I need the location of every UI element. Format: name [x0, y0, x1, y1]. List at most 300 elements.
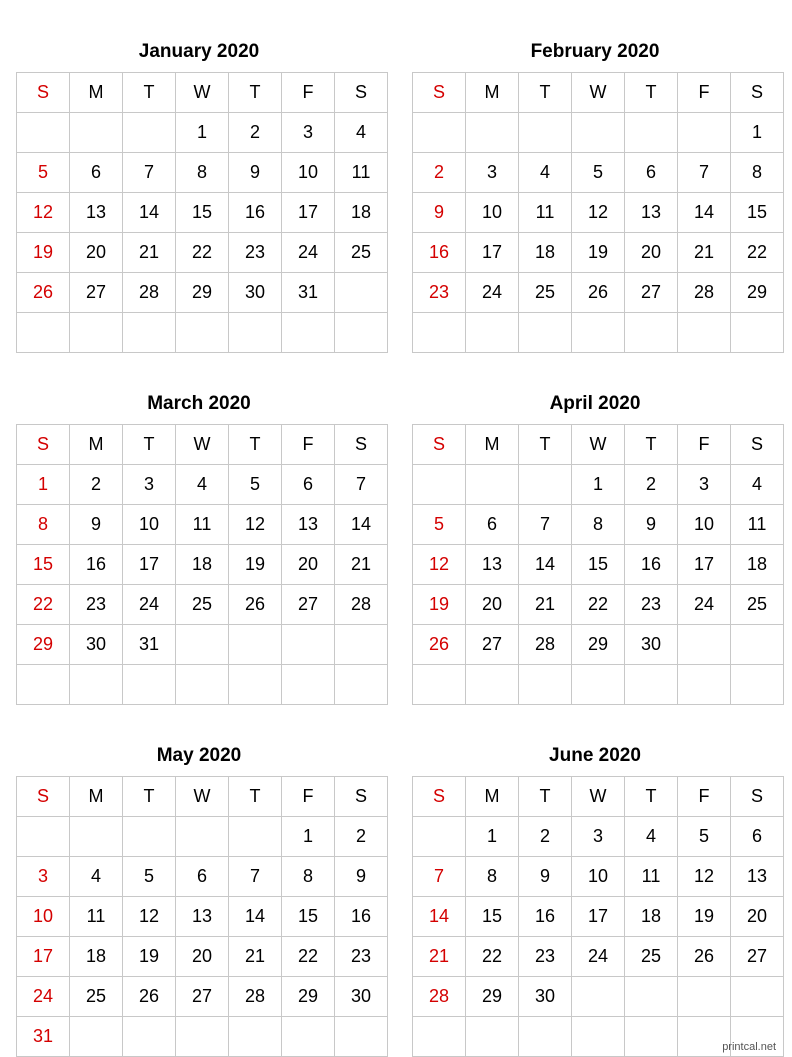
- day-cell: 12: [17, 193, 70, 233]
- week-row: [17, 233, 388, 273]
- week-row: [17, 193, 388, 233]
- weekday-header: S: [413, 777, 466, 817]
- weekday-header: T: [519, 425, 572, 465]
- day-cell: [335, 313, 388, 353]
- week-row: [17, 1017, 388, 1057]
- weekday-header: W: [572, 777, 625, 817]
- month-title: May 2020: [156, 745, 242, 766]
- day-cell: 13: [625, 193, 678, 233]
- day-cell: 19: [17, 233, 70, 273]
- week-row: [17, 937, 388, 977]
- day-cell: [17, 665, 70, 705]
- month-grid: [412, 776, 784, 1057]
- day-cell: 26: [678, 937, 731, 977]
- month-grid: [16, 776, 388, 1057]
- day-cell: 19: [413, 585, 466, 625]
- day-cell: 29: [572, 625, 625, 665]
- day-cell: 30: [335, 977, 388, 1017]
- day-cell: [625, 977, 678, 1017]
- day-cell: [70, 313, 123, 353]
- day-cell: 10: [466, 193, 519, 233]
- week-row: [17, 153, 388, 193]
- day-cell: 5: [678, 817, 731, 857]
- day-cell: 19: [678, 897, 731, 937]
- day-cell: 3: [123, 465, 176, 505]
- day-cell: 24: [572, 937, 625, 977]
- day-cell: 10: [123, 505, 176, 545]
- day-cell: [572, 1017, 625, 1057]
- week-row: [17, 505, 388, 545]
- day-cell: [123, 113, 176, 153]
- day-cell: 17: [466, 233, 519, 273]
- day-cell: [519, 313, 572, 353]
- weekday-header: T: [625, 425, 678, 465]
- day-cell: [176, 625, 229, 665]
- day-cell: 6: [466, 505, 519, 545]
- weekday-header: T: [519, 777, 572, 817]
- weekday-header: F: [678, 73, 731, 113]
- day-cell: 2: [625, 465, 678, 505]
- day-cell: 8: [572, 505, 625, 545]
- day-cell: 16: [625, 545, 678, 585]
- week-row: [413, 153, 784, 193]
- day-cell: 28: [335, 585, 388, 625]
- day-cell: 8: [282, 857, 335, 897]
- weekday-header: S: [731, 73, 784, 113]
- day-cell: 29: [466, 977, 519, 1017]
- day-cell: 22: [17, 585, 70, 625]
- day-cell: [572, 313, 625, 353]
- weekday-header: S: [335, 425, 388, 465]
- month-title: June 2020: [549, 745, 641, 766]
- day-cell: 17: [572, 897, 625, 937]
- day-cell: [70, 1017, 123, 1057]
- month-title: March 2020: [147, 393, 251, 414]
- day-cell: [678, 313, 731, 353]
- day-cell: 21: [519, 585, 572, 625]
- day-cell: 26: [123, 977, 176, 1017]
- weekday-header-row: [17, 777, 388, 817]
- day-cell: [17, 817, 70, 857]
- day-cell: 18: [335, 193, 388, 233]
- day-cell: [731, 625, 784, 665]
- day-cell: [466, 665, 519, 705]
- week-row: [17, 897, 388, 937]
- day-cell: 12: [229, 505, 282, 545]
- day-cell: 12: [572, 193, 625, 233]
- weekday-header: M: [466, 425, 519, 465]
- month-grid: [16, 72, 388, 353]
- day-cell: 21: [413, 937, 466, 977]
- day-cell: 28: [413, 977, 466, 1017]
- weekday-header: S: [335, 73, 388, 113]
- day-cell: [625, 313, 678, 353]
- day-cell: 14: [229, 897, 282, 937]
- weekday-header: S: [335, 777, 388, 817]
- weekday-header-row: [413, 73, 784, 113]
- weekday-header: F: [282, 425, 335, 465]
- day-cell: [176, 313, 229, 353]
- day-cell: 24: [466, 273, 519, 313]
- day-cell: 20: [731, 897, 784, 937]
- day-cell: 24: [678, 585, 731, 625]
- day-cell: 14: [335, 505, 388, 545]
- day-cell: 24: [17, 977, 70, 1017]
- day-cell: 14: [123, 193, 176, 233]
- day-cell: 18: [731, 545, 784, 585]
- week-row: [17, 465, 388, 505]
- day-cell: [123, 313, 176, 353]
- day-cell: [678, 625, 731, 665]
- week-row: [17, 585, 388, 625]
- month-grid: [412, 424, 784, 705]
- month-grid: [412, 72, 784, 353]
- day-cell: [678, 977, 731, 1017]
- weekday-header: T: [625, 73, 678, 113]
- day-cell: 6: [282, 465, 335, 505]
- day-cell: [176, 817, 229, 857]
- week-row: [413, 193, 784, 233]
- day-cell: 28: [519, 625, 572, 665]
- day-cell: 10: [282, 153, 335, 193]
- day-cell: 8: [17, 505, 70, 545]
- week-row: [413, 233, 784, 273]
- day-cell: 26: [572, 273, 625, 313]
- weekday-header: S: [413, 73, 466, 113]
- day-cell: 9: [519, 857, 572, 897]
- weekday-header: T: [229, 777, 282, 817]
- day-cell: 17: [123, 545, 176, 585]
- day-cell: 11: [70, 897, 123, 937]
- day-cell: 19: [572, 233, 625, 273]
- week-row: [413, 273, 784, 313]
- day-cell: 22: [731, 233, 784, 273]
- week-row: [17, 113, 388, 153]
- weekday-header: W: [176, 425, 229, 465]
- day-cell: 7: [335, 465, 388, 505]
- day-cell: [731, 977, 784, 1017]
- day-cell: [282, 665, 335, 705]
- day-cell: 19: [123, 937, 176, 977]
- day-cell: 24: [123, 585, 176, 625]
- day-cell: 8: [176, 153, 229, 193]
- day-cell: 20: [176, 937, 229, 977]
- day-cell: 25: [519, 273, 572, 313]
- day-cell: 23: [413, 273, 466, 313]
- day-cell: [335, 625, 388, 665]
- day-cell: 25: [335, 233, 388, 273]
- weekday-header: T: [123, 777, 176, 817]
- footer-credit: printcal.net: [722, 1041, 776, 1053]
- day-cell: 25: [625, 937, 678, 977]
- day-cell: 27: [466, 625, 519, 665]
- day-cell: 16: [229, 193, 282, 233]
- day-cell: [17, 113, 70, 153]
- day-cell: 15: [176, 193, 229, 233]
- weekday-header: S: [413, 425, 466, 465]
- weekday-header: T: [123, 73, 176, 113]
- month-title: January 2020: [138, 41, 260, 62]
- week-row: [17, 857, 388, 897]
- day-cell: 20: [625, 233, 678, 273]
- day-cell: 26: [229, 585, 282, 625]
- day-cell: 29: [176, 273, 229, 313]
- day-cell: 4: [176, 465, 229, 505]
- day-cell: 21: [335, 545, 388, 585]
- day-cell: [413, 113, 466, 153]
- weekday-header-row: [17, 425, 388, 465]
- week-row: [413, 857, 784, 897]
- week-row: [413, 545, 784, 585]
- day-cell: 25: [70, 977, 123, 1017]
- day-cell: 28: [678, 273, 731, 313]
- day-cell: 10: [17, 897, 70, 937]
- weekday-header: F: [282, 73, 335, 113]
- day-cell: 11: [625, 857, 678, 897]
- day-cell: 1: [731, 113, 784, 153]
- day-cell: 11: [519, 193, 572, 233]
- day-cell: 4: [519, 153, 572, 193]
- week-row: [413, 665, 784, 705]
- day-cell: 7: [413, 857, 466, 897]
- weekday-header: S: [17, 777, 70, 817]
- day-cell: [466, 465, 519, 505]
- day-cell: 20: [70, 233, 123, 273]
- day-cell: 2: [229, 113, 282, 153]
- day-cell: 5: [413, 505, 466, 545]
- day-cell: 22: [572, 585, 625, 625]
- day-cell: 25: [731, 585, 784, 625]
- day-cell: [466, 1017, 519, 1057]
- day-cell: 1: [176, 113, 229, 153]
- day-cell: 7: [229, 857, 282, 897]
- day-cell: [625, 1017, 678, 1057]
- day-cell: [519, 665, 572, 705]
- weekday-header: T: [519, 73, 572, 113]
- day-cell: [678, 113, 731, 153]
- day-cell: 16: [70, 545, 123, 585]
- day-cell: 12: [413, 545, 466, 585]
- day-cell: 14: [519, 545, 572, 585]
- day-cell: 14: [413, 897, 466, 937]
- week-row: [413, 505, 784, 545]
- day-cell: 18: [176, 545, 229, 585]
- day-cell: 9: [335, 857, 388, 897]
- day-cell: [678, 665, 731, 705]
- day-cell: 15: [282, 897, 335, 937]
- day-cell: 29: [731, 273, 784, 313]
- day-cell: 28: [123, 273, 176, 313]
- day-cell: 9: [70, 505, 123, 545]
- day-cell: 17: [282, 193, 335, 233]
- day-cell: 1: [466, 817, 519, 857]
- day-cell: 4: [731, 465, 784, 505]
- weekday-header: W: [572, 73, 625, 113]
- day-cell: 15: [731, 193, 784, 233]
- weekday-header-row: [413, 777, 784, 817]
- day-cell: [282, 1017, 335, 1057]
- day-cell: 27: [625, 273, 678, 313]
- day-cell: 1: [572, 465, 625, 505]
- day-cell: 13: [176, 897, 229, 937]
- day-cell: 31: [17, 1017, 70, 1057]
- day-cell: 22: [282, 937, 335, 977]
- day-cell: [519, 1017, 572, 1057]
- day-cell: 5: [123, 857, 176, 897]
- weekday-header-row: [413, 425, 784, 465]
- weekday-header: W: [572, 425, 625, 465]
- day-cell: [229, 817, 282, 857]
- day-cell: 27: [731, 937, 784, 977]
- day-cell: 18: [519, 233, 572, 273]
- day-cell: 16: [335, 897, 388, 937]
- day-cell: 30: [70, 625, 123, 665]
- day-cell: 27: [176, 977, 229, 1017]
- day-cell: 20: [466, 585, 519, 625]
- weekday-header: T: [229, 73, 282, 113]
- day-cell: 30: [519, 977, 572, 1017]
- day-cell: 22: [176, 233, 229, 273]
- month-title: February 2020: [530, 41, 660, 62]
- weekday-header: F: [282, 777, 335, 817]
- week-row: [17, 977, 388, 1017]
- day-cell: 3: [678, 465, 731, 505]
- day-cell: 21: [229, 937, 282, 977]
- day-cell: [731, 313, 784, 353]
- weekday-header: T: [123, 425, 176, 465]
- day-cell: 11: [335, 153, 388, 193]
- day-cell: [413, 465, 466, 505]
- day-cell: [335, 665, 388, 705]
- day-cell: 3: [17, 857, 70, 897]
- week-row: [413, 625, 784, 665]
- week-row: [17, 665, 388, 705]
- day-cell: 13: [466, 545, 519, 585]
- day-cell: 26: [413, 625, 466, 665]
- day-cell: 16: [519, 897, 572, 937]
- day-cell: 9: [229, 153, 282, 193]
- day-cell: 16: [413, 233, 466, 273]
- day-cell: 5: [229, 465, 282, 505]
- day-cell: 22: [466, 937, 519, 977]
- day-cell: 6: [731, 817, 784, 857]
- day-cell: [282, 625, 335, 665]
- day-cell: 26: [17, 273, 70, 313]
- day-cell: 18: [625, 897, 678, 937]
- day-cell: 2: [519, 817, 572, 857]
- day-cell: 23: [625, 585, 678, 625]
- week-row: [17, 545, 388, 585]
- day-cell: [413, 817, 466, 857]
- day-cell: 15: [572, 545, 625, 585]
- day-cell: [123, 817, 176, 857]
- day-cell: 27: [282, 585, 335, 625]
- weekday-header: S: [731, 777, 784, 817]
- weekday-header: W: [176, 777, 229, 817]
- day-cell: [70, 665, 123, 705]
- day-cell: 10: [678, 505, 731, 545]
- day-cell: 12: [678, 857, 731, 897]
- day-cell: 18: [70, 937, 123, 977]
- day-cell: 11: [176, 505, 229, 545]
- day-cell: 5: [17, 153, 70, 193]
- day-cell: [17, 313, 70, 353]
- day-cell: [123, 665, 176, 705]
- day-cell: [466, 113, 519, 153]
- day-cell: 10: [572, 857, 625, 897]
- day-cell: 12: [123, 897, 176, 937]
- day-cell: 7: [519, 505, 572, 545]
- day-cell: 13: [731, 857, 784, 897]
- day-cell: 20: [282, 545, 335, 585]
- month-title: April 2020: [549, 393, 641, 414]
- day-cell: 14: [678, 193, 731, 233]
- week-row: [413, 817, 784, 857]
- week-row: [413, 897, 784, 937]
- day-cell: 2: [70, 465, 123, 505]
- day-cell: 3: [282, 113, 335, 153]
- day-cell: 7: [678, 153, 731, 193]
- day-cell: 25: [176, 585, 229, 625]
- month-grid: [16, 424, 388, 705]
- weekday-header: F: [678, 777, 731, 817]
- day-cell: 4: [625, 817, 678, 857]
- week-row: [17, 313, 388, 353]
- day-cell: 21: [123, 233, 176, 273]
- day-cell: 1: [17, 465, 70, 505]
- weekday-header: S: [731, 425, 784, 465]
- day-cell: 5: [572, 153, 625, 193]
- week-row: [17, 273, 388, 313]
- day-cell: [335, 1017, 388, 1057]
- day-cell: [572, 977, 625, 1017]
- day-cell: 8: [731, 153, 784, 193]
- day-cell: [70, 113, 123, 153]
- day-cell: 31: [123, 625, 176, 665]
- day-cell: [413, 1017, 466, 1057]
- day-cell: 6: [176, 857, 229, 897]
- day-cell: 13: [70, 193, 123, 233]
- day-cell: 6: [70, 153, 123, 193]
- weekday-header: T: [229, 425, 282, 465]
- week-row: [413, 977, 784, 1017]
- day-cell: 29: [17, 625, 70, 665]
- day-cell: 3: [572, 817, 625, 857]
- day-cell: [731, 665, 784, 705]
- day-cell: 9: [625, 505, 678, 545]
- day-cell: 30: [625, 625, 678, 665]
- day-cell: 27: [70, 273, 123, 313]
- day-cell: 2: [413, 153, 466, 193]
- week-row: [413, 465, 784, 505]
- week-row: [413, 585, 784, 625]
- day-cell: 9: [413, 193, 466, 233]
- day-cell: [572, 113, 625, 153]
- day-cell: [229, 1017, 282, 1057]
- weekday-header: S: [17, 73, 70, 113]
- day-cell: 21: [678, 233, 731, 273]
- day-cell: [229, 625, 282, 665]
- day-cell: 1: [282, 817, 335, 857]
- day-cell: [335, 273, 388, 313]
- day-cell: 28: [229, 977, 282, 1017]
- day-cell: [413, 665, 466, 705]
- day-cell: [70, 817, 123, 857]
- weekday-header: M: [70, 425, 123, 465]
- weekday-header: W: [176, 73, 229, 113]
- day-cell: [176, 1017, 229, 1057]
- day-cell: 23: [335, 937, 388, 977]
